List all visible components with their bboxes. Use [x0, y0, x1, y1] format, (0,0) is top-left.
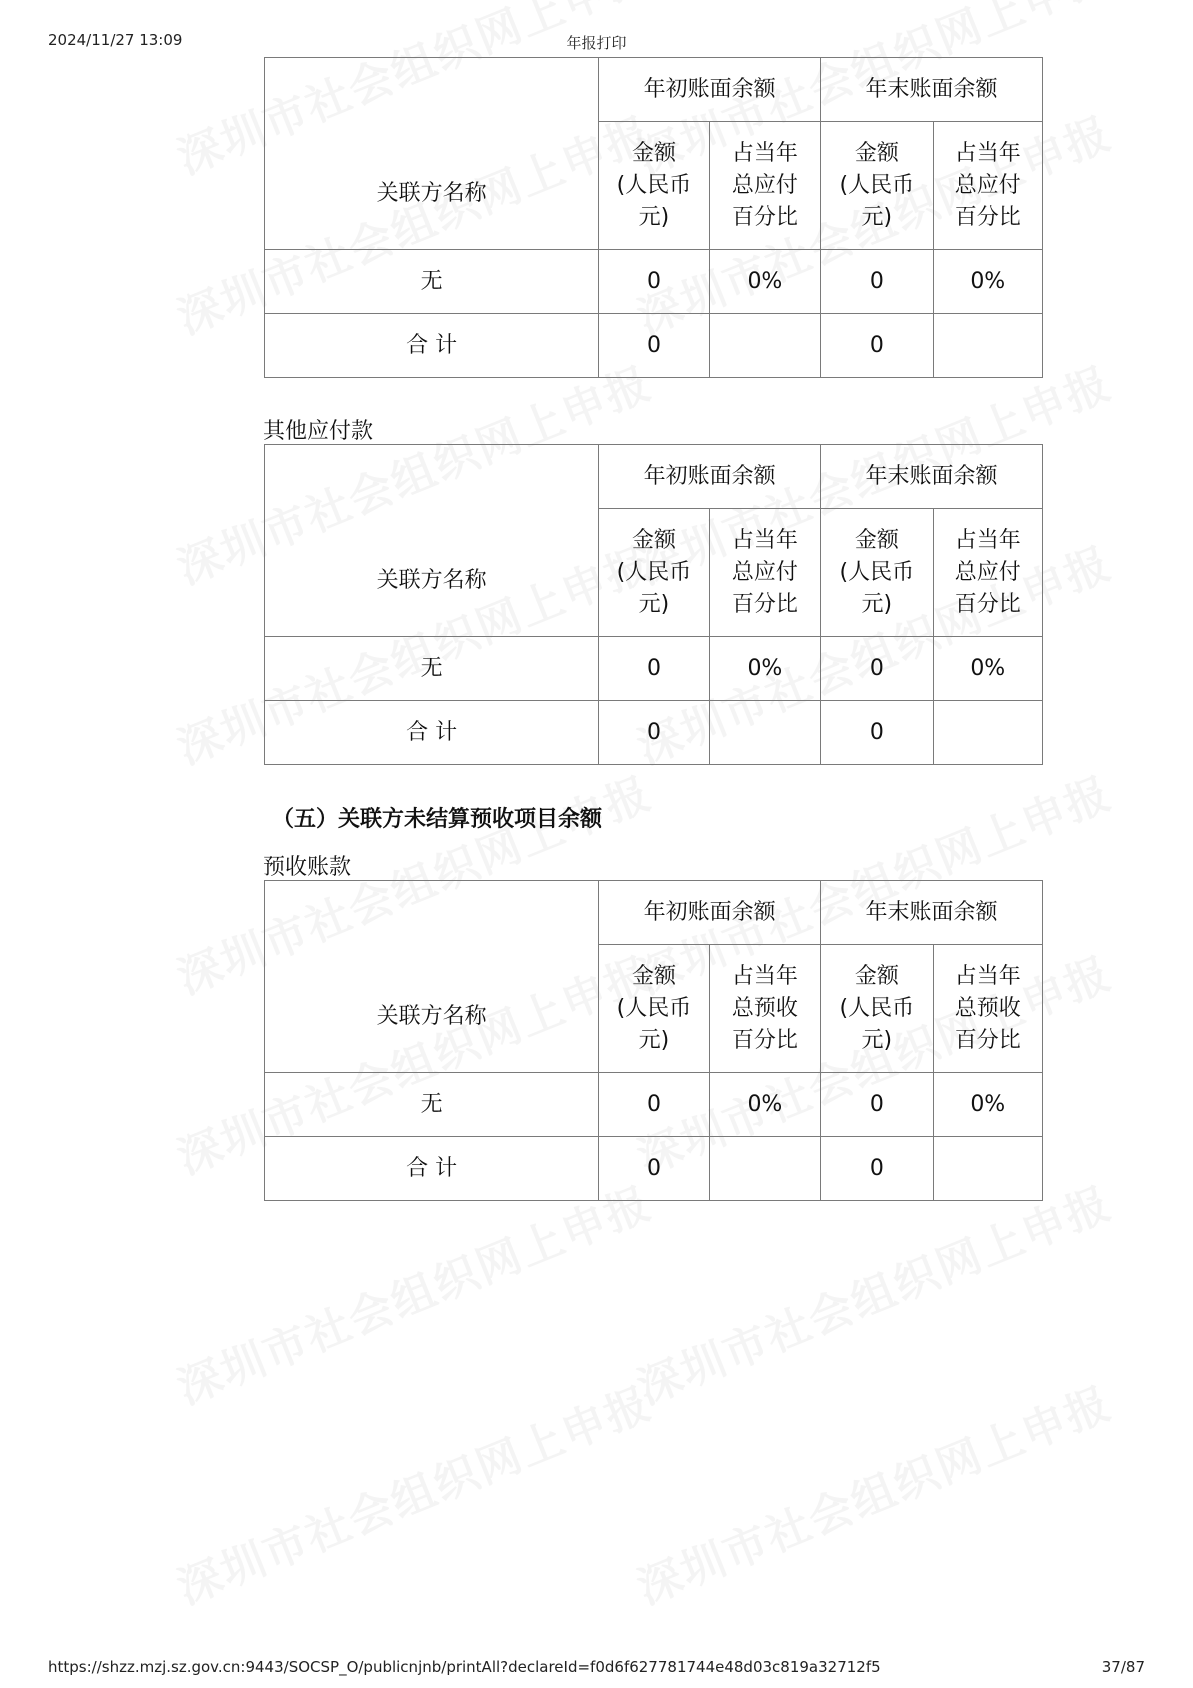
cell-name: 无 — [265, 1073, 599, 1137]
cell-total-closing: 0 — [821, 701, 933, 765]
cell-closing-amount: 0 — [821, 637, 933, 701]
cell-closing-percent: 0% — [933, 250, 1042, 314]
total-row — [265, 701, 1043, 765]
table-row — [265, 637, 1043, 701]
watermark-text — [626, 1368, 1119, 1617]
total-row — [265, 1137, 1043, 1201]
table-row — [265, 250, 1043, 314]
col-header-percentage: 占当年 总应付 百分比 — [933, 509, 1042, 637]
col-header-percentage: 占当年 总应付 百分比 — [933, 122, 1042, 250]
col-header-name: 关联方名称 — [265, 58, 599, 250]
col-header-amount: 金额 (人民币 元) — [821, 509, 933, 637]
page-number: 37/87 — [1101, 1658, 1145, 1676]
col-header-amount: 金额 (人民币 元) — [821, 945, 933, 1073]
page-title: 年报打印 — [566, 34, 627, 52]
col-header-amount: 金额 (人民币 元) — [821, 122, 933, 250]
cell-closing-percent: 0% — [933, 1073, 1042, 1137]
col-header-name: 关联方名称 — [265, 445, 599, 637]
watermark-text — [626, 1168, 1119, 1417]
cell-empty — [933, 701, 1042, 765]
total-row — [265, 314, 1043, 378]
cell-empty — [709, 701, 820, 765]
cell-opening-percent: 0% — [709, 1073, 820, 1137]
cell-empty — [933, 1137, 1042, 1201]
cell-total-opening: 0 — [599, 314, 709, 378]
cell-total-label: 合 计 — [265, 701, 599, 765]
cell-opening-amount: 0 — [599, 637, 709, 701]
cell-empty — [709, 1137, 820, 1201]
cell-total-opening: 0 — [599, 701, 709, 765]
footer-url: https://shzz.mzj.sz.gov.cn:9443/SOCSP_O/publicnjnb/printAll?declareId=f0d6f627781744e48d03c819a32712f5 — [48, 1658, 881, 1676]
section-heading: （五）关联方未结算预收项目余额 — [272, 807, 603, 832]
cell-name: 无 — [265, 637, 599, 701]
col-header-percentage: 占当年 总预收 百分比 — [933, 945, 1042, 1073]
cell-empty — [933, 314, 1042, 378]
col-header-closing-balance: 年末账面余额 — [821, 881, 1043, 945]
cell-empty — [709, 314, 820, 378]
cell-name: 无 — [265, 250, 599, 314]
cell-opening-percent: 0% — [709, 637, 820, 701]
col-header-closing-balance: 年末账面余额 — [821, 58, 1043, 122]
cell-total-label: 合 计 — [265, 1137, 599, 1201]
cell-closing-amount: 0 — [821, 250, 933, 314]
watermark-text — [166, 1368, 659, 1617]
cell-total-closing: 0 — [821, 1137, 933, 1201]
related-party-payable-table — [264, 57, 1043, 378]
col-header-percentage: 占当年 总应付 百分比 — [709, 122, 820, 250]
col-header-percentage: 占当年 总预收 百分比 — [709, 945, 820, 1073]
cell-total-opening: 0 — [599, 1137, 709, 1201]
table-caption-other-payables: 其他应付款 — [263, 419, 374, 444]
table-caption-advance-receipts: 预收账款 — [263, 855, 352, 880]
col-header-opening-balance: 年初账面余额 — [599, 445, 821, 509]
advance-receipts-table — [264, 880, 1043, 1201]
cell-closing-amount: 0 — [821, 1073, 933, 1137]
cell-closing-percent: 0% — [933, 637, 1042, 701]
cell-total-closing: 0 — [821, 314, 933, 378]
cell-opening-amount: 0 — [599, 1073, 709, 1137]
col-header-closing-balance: 年末账面余额 — [821, 445, 1043, 509]
col-header-name: 关联方名称 — [265, 881, 599, 1073]
col-header-amount: 金额 (人民币 元) — [599, 122, 709, 250]
col-header-amount: 金额 (人民币 元) — [599, 945, 709, 1073]
col-header-amount: 金额 (人民币 元) — [599, 509, 709, 637]
col-header-percentage: 占当年 总应付 百分比 — [709, 509, 820, 637]
col-header-opening-balance: 年初账面余额 — [599, 881, 821, 945]
other-payables-table — [264, 444, 1043, 765]
print-timestamp: 2024/11/27 13:09 — [48, 31, 183, 49]
cell-opening-amount: 0 — [599, 250, 709, 314]
watermark-text — [166, 1168, 659, 1417]
col-header-opening-balance: 年初账面余额 — [599, 58, 821, 122]
cell-opening-percent: 0% — [709, 250, 820, 314]
cell-total-label: 合 计 — [265, 314, 599, 378]
table-row — [265, 1073, 1043, 1137]
